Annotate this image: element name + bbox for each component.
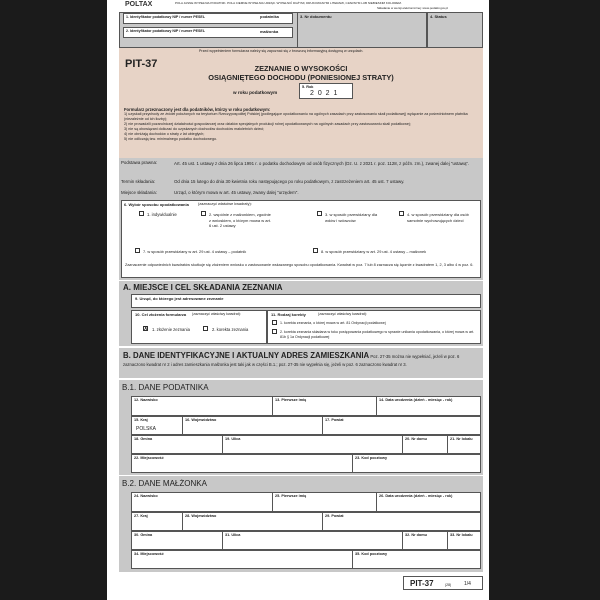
surname-field[interactable]: 12. Nazwisko (134, 398, 158, 402)
intro-item-3: 3) nie są obowiązani doliczać do uzyskanych dochodów dochodów małoletnich dzieci; (124, 127, 265, 131)
option-4-text: w sposób przewidziany dla osób samotnie wychowujących dzieci (407, 212, 469, 223)
form-title-1: ZEZNANIE O WYSOKOŚCI (254, 64, 348, 73)
spouse-municipality-field[interactable]: 30. Gmina (134, 533, 153, 537)
correction-art81b-checkbox[interactable] (272, 329, 277, 334)
footer-page: 1/4 (464, 581, 471, 587)
tax-office-field[interactable]: 9. Urząd, do którego jest adresowane zeznanie (131, 294, 481, 308)
b2-title: B.2. DANE MAŁŻONKA (122, 479, 207, 488)
brand-logo: POLTAX (125, 1, 153, 8)
b1-row-1 (131, 396, 481, 416)
spouse-street-field[interactable]: 31. Ulica (222, 532, 402, 549)
basis-text: Art. 45 ust. 1 ustawy z dnia 26 lipca 1991 r. o podatku dochodowym od osób fizycznych (Dz. U. z 2021 r. poz. 1128, z późn. zm.), zwanej dalej "ustawą". (174, 161, 470, 166)
house-number-field[interactable]: 20. Nr domu (402, 436, 447, 453)
deadline-text: Od dnia 15 lutego do dnia 30 kwietnia roku następującego po roku podatkowym, z zastrzeżeniem art. 45 ust. 7 ustawy. (174, 179, 405, 184)
b1-row-3 (131, 435, 481, 454)
option-art29-taxpayer-checkbox[interactable] (135, 248, 140, 253)
postal-code-field[interactable]: 23. Kod pocztowy (352, 455, 482, 472)
section-a-title: A. MIEJSCE I CEL SKŁADANIA ZEZNANIA (123, 283, 283, 292)
voivodeship-field[interactable]: 16. Województwo (182, 417, 322, 434)
kind-opt1-label: 1. korekta zeznania, o której mowa w art. 81 Ordynacji podatkowej (280, 321, 386, 325)
deadline-label: Termin składania: (121, 179, 156, 184)
option-7-text: w sposób przewidziany w art. 29 ust. 4 ustawy – podatnik (147, 249, 247, 254)
basis-label: Podstawa prawna: (121, 160, 158, 165)
intro-list (124, 112, 479, 142)
county-field[interactable]: 17. Powiat (322, 417, 482, 434)
correction-kind-field: 11. Rodzaj korekty (zaznaczyć właściwy kwadrat): (267, 310, 481, 344)
b2-row-4 (131, 550, 481, 569)
purpose-opt1-label: 1. złożenie zeznania (152, 327, 190, 332)
spouse-apartment-number-field[interactable]: 33. Nr lokalu (447, 532, 482, 549)
country-value: POLSKA (136, 426, 157, 432)
option-8-text: w sposób przewidziany w art. 29 ust. 4 ustawy – małżonek (325, 249, 427, 254)
b2-row-3 (131, 531, 481, 550)
year-value: 2 0 2 1 (310, 90, 339, 97)
purpose-opt2-label: 2. korekta zeznania (212, 327, 249, 332)
section-b-note: Poz. 27-35 można nie wypełniać, jeżeli w poz. 6 zaznaczono kwadrat nr 2 i adres zamieszkania małżonka jest taki jak w części B.1.; poz. 27-35 nie wypełnia się, jeżeli w poz. 6 zaznaczono kwadrat nr 3. (123, 354, 460, 367)
nip-podatnika-field[interactable]: 1. Identyfikator podatkowy NIP / numer PESEL (123, 13, 293, 24)
correction-art81-checkbox[interactable] (272, 320, 277, 325)
section-b-header (119, 348, 483, 378)
year-field[interactable]: 5. Rok 2 0 2 1 (299, 83, 353, 99)
page-footer (403, 576, 483, 590)
option-1-num: 1. (147, 212, 151, 217)
section-b-title: B. DANE IDENTYFIKACYJNE I AKTUALNY ADRES ZAMIESZKANIA (123, 351, 370, 360)
b2-row-2 (131, 512, 481, 531)
spouse-city-field[interactable]: 34. Miejscowość (134, 552, 164, 556)
municipality-field[interactable]: 18. Gmina (134, 437, 153, 441)
place-label: Miejsce składania: (121, 190, 157, 195)
option-2-text: wspólnie z małżonkiem, zgodnie z wnioskiem, o którym mowa w art. 6 ust. 2 ustawy (209, 212, 272, 229)
section-a-header (119, 281, 483, 294)
street-field[interactable]: 19. Ulica (222, 436, 402, 453)
spouse-postal-code-field[interactable]: 35. Kod pocztowy (352, 551, 482, 568)
spouse-country-field[interactable]: 27. Kraj (134, 514, 148, 518)
apartment-number-field[interactable]: 21. Nr lokalu (447, 436, 482, 453)
first-name-field[interactable]: 13. Pierwsze imię (272, 397, 376, 415)
form-code: PIT-37 (125, 58, 158, 70)
option-3-text: w sposób przewidziany dla wdów i wdowców (325, 212, 378, 223)
intro-item-2: 2) nie prowadzili pozarolniczej działalności gospodarczej oraz działów specjalnych produkcji rolnej opodatkowanych na ogólnych zasadach przy zastosowaniu skali podatkowej; (124, 122, 411, 126)
option-4-num: 4. (407, 212, 411, 217)
intro-heading: Formularz przeznaczony jest dla podatników, którzy w roku podatkowym: (124, 107, 271, 112)
b1-row-2 (131, 416, 481, 435)
option-art29-spouse-checkbox[interactable] (313, 248, 318, 253)
purpose-correction-checkbox[interactable] (203, 326, 208, 331)
place-text: Urząd, o którym mowa w art. 45 ustawy, zwany dalej "urzędem". (174, 190, 299, 195)
status-field: 4. Status (427, 12, 483, 48)
birth-date-field[interactable]: 14. Data urodzenia (dzień - miesiąc - rok) (376, 397, 482, 415)
option-8-num: 8. (321, 249, 325, 254)
b1-title: B.1. DANE PODATNIKA (122, 383, 209, 392)
top-notice: POLA JASNE WYPEŁNIA PODATNIK. POLA CIEMNE WYPEŁNIA URZĄD. WYPEŁNIĆ DUŻYMI, DRUKOWANYMI LITERAMI, CZARNYM LUB NIEBIESKIM KOLOREM. (175, 1, 402, 5)
top-notice-web: Składanie w wersji elektronicznej: www.podatki.gov.pl (377, 6, 448, 10)
footer-version: (28) (445, 583, 452, 587)
country-field[interactable]: 15. Kraj POLSKA (134, 418, 157, 432)
purpose-field: 10. Cel złożenia formularza (zaznaczyć właściwy kwadrat): (131, 310, 267, 344)
field6-note: Zaznaczenie odpowiednich kwadratów skutkuje się złożeniem wniosku o zastosowanie wskazanego sposobu opodatkowania. Kwadrat w poz. 7 lub 8 zaznacza się łącznie z kwadratem 1, 2, 3 albo 4 w poz. 6. (125, 263, 474, 267)
nr-dokumentu-field: 3. Nr dokumentu (297, 12, 427, 48)
intro-item-4: 4) nie obniżają dochodów o straty z lat ubiegłych; (124, 132, 205, 136)
guidance-bar: Przed wypełnieniem formularza należy się zapoznać się z broszurą informacyjną dostępną w urzędach. (119, 48, 483, 56)
b2-row-1 (131, 492, 481, 512)
city-field[interactable]: 22. Miejscowość (134, 456, 164, 460)
intro-item-1: 1) uzyskali przychody ze źródeł położonych na terytorium Rzeczypospolitej Polskiej (podlegające opodatkowaniu na ogólnych zasadach przy zastosowaniu skali podatkowej) wyłącznie za pośrednictwem płatnika (niezależnie od ich liczby); (124, 112, 468, 121)
form-page (107, 0, 489, 600)
option-individual-checkbox[interactable] (139, 211, 144, 216)
kind-opt2-label: 2. korekta zeznania składana w toku postępowania podatkowego w sprawie unikania opodatkowania, o której mowa w art. 81b § 1a Ordynacji podatkowej (280, 330, 475, 339)
option-2-num: 2. (209, 212, 213, 217)
option-widow-checkbox[interactable] (317, 211, 322, 216)
purpose-submission-checkbox[interactable]: X (144, 326, 148, 332)
spouse-voivodeship-field[interactable]: 28. Województwo (182, 513, 322, 530)
nip-malzonka-field[interactable]: 2. Identyfikator podatkowy NIP / numer PESEL (123, 27, 293, 38)
spouse-surname-field[interactable]: 24. Nazwisko (134, 494, 158, 498)
footer-code: PIT-37 (410, 579, 434, 588)
option-joint-checkbox[interactable] (201, 211, 206, 216)
option-3-num: 3. (325, 212, 329, 217)
b1-row-4 (131, 454, 481, 473)
option-7-num: 7. (143, 249, 147, 254)
form-title-2: OSIĄGNIĘTEGO DOCHODU (PONIESIONEJ STRATY) (208, 73, 394, 82)
podatnika-label: podatnika (260, 14, 279, 19)
option-1-text: indywidualnie (151, 212, 177, 217)
spouse-birth-date-field[interactable]: 26. Data urodzenia (dzień - miesiąc - rok) (376, 493, 482, 511)
spouse-house-number-field[interactable]: 32. Nr domu (402, 532, 447, 549)
intro-item-5: 5) nie odliczają tzw. minimalnego podatku dochodowego. (124, 137, 218, 141)
taxation-method-field: 6. Wybór sposobu opodatkowania (zaznaczyć właściwe kwadraty): (121, 200, 481, 278)
spouse-first-name-field[interactable]: 25. Pierwsze imię (272, 493, 376, 511)
year-label: w roku podatkowym (233, 90, 278, 95)
option-single-parent-checkbox[interactable] (399, 211, 404, 216)
spouse-county-field[interactable]: 29. Powiat (322, 513, 482, 530)
malzonka-label: małżonka (260, 29, 279, 34)
